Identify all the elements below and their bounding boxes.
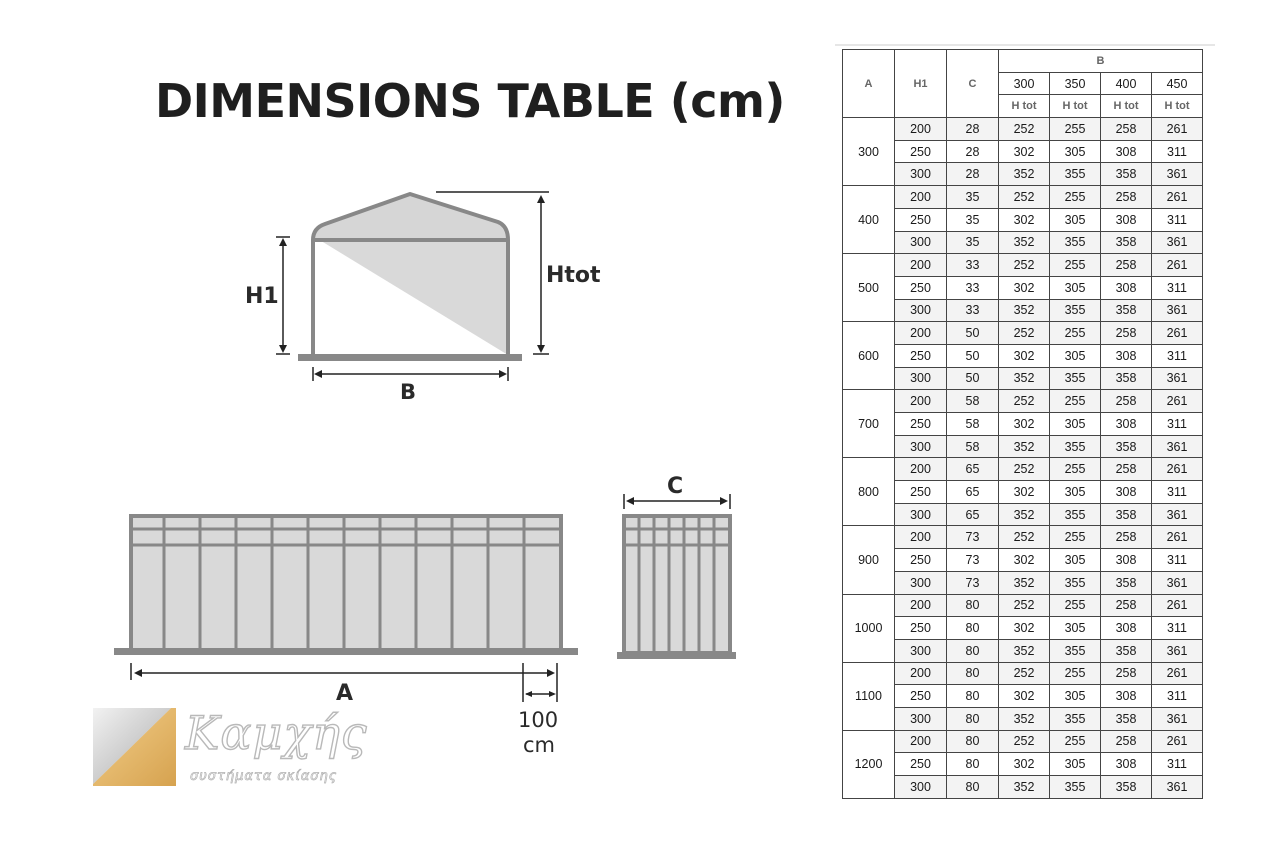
cell-a: 500: [843, 254, 895, 322]
cell-htot: 355: [1050, 776, 1101, 799]
table-row: [843, 662, 1203, 685]
cell-htot: 355: [1050, 231, 1101, 254]
header-b: B: [999, 50, 1203, 73]
table-row: [843, 299, 1203, 322]
table-row: [843, 776, 1203, 799]
cell-a: 1000: [843, 594, 895, 662]
table-row: [843, 571, 1203, 594]
table-row: [843, 707, 1203, 730]
cell-h1: 200: [895, 390, 947, 413]
cell-h1: 200: [895, 730, 947, 753]
cell-htot: 361: [1152, 571, 1203, 594]
cell-htot: 361: [1152, 776, 1203, 799]
cell-htot: 355: [1050, 299, 1101, 322]
cell-c: 58: [947, 435, 999, 458]
cell-htot: 308: [1101, 208, 1152, 231]
cell-htot: 352: [999, 707, 1050, 730]
cell-htot: 352: [999, 435, 1050, 458]
table-header-row: [843, 50, 1203, 73]
cell-a: 800: [843, 458, 895, 526]
cell-htot: 311: [1152, 140, 1203, 163]
cell-c: 50: [947, 367, 999, 390]
table-row: [843, 753, 1203, 776]
cell-htot: 311: [1152, 208, 1203, 231]
cell-htot: 355: [1050, 435, 1101, 458]
header-c: C: [947, 50, 999, 118]
cell-htot: 252: [999, 662, 1050, 685]
table-row: [843, 118, 1203, 141]
cell-h1: 250: [895, 208, 947, 231]
cell-c: 28: [947, 140, 999, 163]
cell-htot: 261: [1152, 118, 1203, 141]
cell-h1: 250: [895, 413, 947, 436]
cell-htot: 302: [999, 276, 1050, 299]
cell-htot: 258: [1101, 662, 1152, 685]
cell-c: 58: [947, 390, 999, 413]
cell-c: 80: [947, 707, 999, 730]
cell-h1: 300: [895, 503, 947, 526]
cell-c: 80: [947, 662, 999, 685]
cell-c: 58: [947, 413, 999, 436]
table-row: [843, 208, 1203, 231]
cell-htot: 305: [1050, 685, 1101, 708]
cell-htot: 258: [1101, 458, 1152, 481]
table-row: [843, 344, 1203, 367]
table-row: [843, 435, 1203, 458]
cell-htot: 255: [1050, 390, 1101, 413]
cell-htot: 352: [999, 163, 1050, 186]
cell-h1: 250: [895, 481, 947, 504]
cell-htot: 355: [1050, 503, 1101, 526]
h1-label: H1: [245, 284, 279, 309]
cell-c: 65: [947, 481, 999, 504]
table-row: [843, 140, 1203, 163]
cell-h1: 300: [895, 231, 947, 254]
cell-htot: 361: [1152, 299, 1203, 322]
b-value: 300: [999, 72, 1050, 95]
cell-htot: 358: [1101, 707, 1152, 730]
b-value: 350: [1050, 72, 1101, 95]
cell-htot: 261: [1152, 594, 1203, 617]
cell-h1: 250: [895, 140, 947, 163]
cell-htot: 308: [1101, 344, 1152, 367]
cell-htot: 252: [999, 458, 1050, 481]
cell-htot: 255: [1050, 186, 1101, 209]
cell-htot: 258: [1101, 526, 1152, 549]
cell-htot: 255: [1050, 322, 1101, 345]
cell-htot: 252: [999, 254, 1050, 277]
front-view-drawing: [276, 192, 549, 381]
table-row: [843, 231, 1203, 254]
cell-c: 28: [947, 118, 999, 141]
cell-c: 80: [947, 776, 999, 799]
cell-h1: 300: [895, 163, 947, 186]
b-value: 400: [1101, 72, 1152, 95]
cell-htot: 355: [1050, 639, 1101, 662]
cell-c: 33: [947, 276, 999, 299]
cell-htot: 302: [999, 413, 1050, 436]
cell-c: 33: [947, 254, 999, 277]
cell-htot: 252: [999, 390, 1050, 413]
cell-c: 80: [947, 685, 999, 708]
cell-htot: 352: [999, 776, 1050, 799]
cell-h1: 300: [895, 435, 947, 458]
cell-htot: 358: [1101, 163, 1152, 186]
cell-htot: 305: [1050, 208, 1101, 231]
table-row: [843, 639, 1203, 662]
cell-h1: 250: [895, 276, 947, 299]
cell-htot: 308: [1101, 685, 1152, 708]
cell-c: 73: [947, 571, 999, 594]
cell-htot: 305: [1050, 276, 1101, 299]
table-row: [843, 186, 1203, 209]
cell-htot: 305: [1050, 481, 1101, 504]
cell-htot: 308: [1101, 140, 1152, 163]
table-row: [843, 685, 1203, 708]
cell-htot: 352: [999, 503, 1050, 526]
cell-htot: 358: [1101, 299, 1152, 322]
logo-tagline: συστήματα σκίασης: [190, 769, 338, 784]
cell-c: 65: [947, 503, 999, 526]
cell-htot: 308: [1101, 481, 1152, 504]
cell-htot: 358: [1101, 435, 1152, 458]
cell-h1: 300: [895, 571, 947, 594]
cell-a: 400: [843, 186, 895, 254]
cell-h1: 300: [895, 776, 947, 799]
cell-htot: 355: [1050, 707, 1101, 730]
table-row: [843, 276, 1203, 299]
table-row: [843, 367, 1203, 390]
table-row: [843, 458, 1203, 481]
cell-htot: 311: [1152, 276, 1203, 299]
cell-htot: 252: [999, 594, 1050, 617]
cell-htot: 358: [1101, 571, 1152, 594]
cell-htot: 302: [999, 481, 1050, 504]
table-row: [843, 549, 1203, 572]
cell-h1: 250: [895, 344, 947, 367]
cell-htot: 255: [1050, 594, 1101, 617]
cell-htot: 311: [1152, 617, 1203, 640]
table-row: [843, 730, 1203, 753]
cell-htot: 352: [999, 367, 1050, 390]
cell-htot: 352: [999, 299, 1050, 322]
table-row: [843, 594, 1203, 617]
cell-a: 1100: [843, 662, 895, 730]
cell-h1: 200: [895, 594, 947, 617]
cell-htot: 261: [1152, 458, 1203, 481]
cell-htot: 361: [1152, 163, 1203, 186]
cell-h1: 200: [895, 118, 947, 141]
b-label: B: [400, 380, 417, 404]
cell-htot: 261: [1152, 662, 1203, 685]
table-row: [843, 163, 1203, 186]
cell-h1: 200: [895, 458, 947, 481]
cell-h1: 300: [895, 367, 947, 390]
cell-htot: 355: [1050, 571, 1101, 594]
cell-htot: 255: [1050, 254, 1101, 277]
cell-h1: 200: [895, 254, 947, 277]
cell-htot: 352: [999, 571, 1050, 594]
cell-htot: 358: [1101, 639, 1152, 662]
cell-a: 700: [843, 390, 895, 458]
cell-htot: 305: [1050, 549, 1101, 572]
cell-htot: 302: [999, 617, 1050, 640]
cell-h1: 200: [895, 662, 947, 685]
table-row: [843, 413, 1203, 436]
cell-a: 1200: [843, 730, 895, 798]
side-view-drawing: [114, 516, 578, 702]
cell-htot: 255: [1050, 662, 1101, 685]
htot-label: Htot: [546, 263, 601, 288]
cell-htot: 311: [1152, 753, 1203, 776]
cell-c: 73: [947, 526, 999, 549]
header-a: A: [843, 50, 895, 118]
cell-htot: 252: [999, 118, 1050, 141]
cell-a: 900: [843, 526, 895, 594]
cell-htot: 308: [1101, 753, 1152, 776]
cell-a: 600: [843, 322, 895, 390]
b-value: 450: [1152, 72, 1203, 95]
module-length-label: 100: [518, 708, 559, 732]
cell-htot: 255: [1050, 118, 1101, 141]
cell-htot: 361: [1152, 707, 1203, 730]
cell-htot: 305: [1050, 140, 1101, 163]
cell-htot: 311: [1152, 481, 1203, 504]
cell-h1: 250: [895, 617, 947, 640]
cell-htot: 302: [999, 685, 1050, 708]
cell-htot: 358: [1101, 231, 1152, 254]
cell-htot: 302: [999, 140, 1050, 163]
cell-htot: 352: [999, 639, 1050, 662]
cell-htot: 302: [999, 549, 1050, 572]
cell-h1: 300: [895, 707, 947, 730]
cell-htot: 308: [1101, 413, 1152, 436]
cell-c: 50: [947, 344, 999, 367]
htot-header: H tot: [999, 95, 1050, 118]
cell-c: 35: [947, 208, 999, 231]
cell-htot: 352: [999, 231, 1050, 254]
cell-htot: 255: [1050, 458, 1101, 481]
cell-htot: 358: [1101, 367, 1152, 390]
cell-h1: 300: [895, 299, 947, 322]
cell-htot: 302: [999, 208, 1050, 231]
a-label: A: [336, 681, 354, 706]
cell-htot: 261: [1152, 390, 1203, 413]
cell-htot: 311: [1152, 344, 1203, 367]
cell-htot: 361: [1152, 503, 1203, 526]
dimensions-table: [842, 49, 1203, 799]
cell-htot: 258: [1101, 254, 1152, 277]
cell-htot: 258: [1101, 730, 1152, 753]
cell-htot: 305: [1050, 617, 1101, 640]
cell-htot: 258: [1101, 390, 1152, 413]
cell-htot: 305: [1050, 413, 1101, 436]
cell-htot: 261: [1152, 730, 1203, 753]
cell-htot: 252: [999, 526, 1050, 549]
cell-htot: 305: [1050, 344, 1101, 367]
cell-htot: 358: [1101, 776, 1152, 799]
cell-htot: 308: [1101, 549, 1152, 572]
htot-header: H tot: [1152, 95, 1203, 118]
end-view-drawing: [617, 494, 736, 659]
cell-htot: 302: [999, 344, 1050, 367]
cell-htot: 355: [1050, 163, 1101, 186]
cell-htot: 258: [1101, 594, 1152, 617]
cell-htot: 302: [999, 753, 1050, 776]
htot-header: H tot: [1050, 95, 1101, 118]
cell-htot: 252: [999, 730, 1050, 753]
table-row: [843, 481, 1203, 504]
cell-htot: 261: [1152, 186, 1203, 209]
cell-c: 80: [947, 639, 999, 662]
cell-htot: 261: [1152, 322, 1203, 345]
cell-htot: 305: [1050, 753, 1101, 776]
cell-htot: 361: [1152, 639, 1203, 662]
cell-c: 28: [947, 163, 999, 186]
cell-htot: 258: [1101, 118, 1152, 141]
page-title: DIMENSIONS TABLE (cm): [155, 74, 785, 128]
cell-htot: 258: [1101, 186, 1152, 209]
cell-h1: 250: [895, 685, 947, 708]
cell-c: 65: [947, 458, 999, 481]
cell-htot: 361: [1152, 367, 1203, 390]
table-row: [843, 322, 1203, 345]
table-row: [843, 526, 1203, 549]
cell-c: 35: [947, 186, 999, 209]
table-top-rule: [835, 44, 1215, 46]
cell-c: 80: [947, 730, 999, 753]
logo-mark: [93, 708, 176, 786]
cell-h1: 200: [895, 526, 947, 549]
table-row: [843, 254, 1203, 277]
cell-htot: 355: [1050, 367, 1101, 390]
cell-htot: 358: [1101, 503, 1152, 526]
header-h1: H1: [895, 50, 947, 118]
cell-h1: 250: [895, 549, 947, 572]
cell-c: 80: [947, 617, 999, 640]
cell-c: 80: [947, 594, 999, 617]
cell-htot: 308: [1101, 276, 1152, 299]
cell-c: 33: [947, 299, 999, 322]
cell-h1: 200: [895, 322, 947, 345]
cell-htot: 258: [1101, 322, 1152, 345]
cell-c: 35: [947, 231, 999, 254]
table-row: [843, 390, 1203, 413]
cell-htot: 252: [999, 186, 1050, 209]
cell-h1: 300: [895, 639, 947, 662]
cell-c: 50: [947, 322, 999, 345]
cell-a: 300: [843, 118, 895, 186]
cell-htot: 261: [1152, 526, 1203, 549]
module-unit-label: cm: [523, 733, 556, 757]
cell-htot: 308: [1101, 617, 1152, 640]
cell-htot: 255: [1050, 526, 1101, 549]
cell-htot: 361: [1152, 231, 1203, 254]
cell-htot: 361: [1152, 435, 1203, 458]
htot-header: H tot: [1101, 95, 1152, 118]
logo-name: Καμχής: [185, 706, 368, 760]
cell-htot: 311: [1152, 413, 1203, 436]
cell-h1: 250: [895, 753, 947, 776]
table-row: [843, 617, 1203, 640]
c-label: C: [667, 474, 684, 499]
cell-c: 73: [947, 549, 999, 572]
cell-htot: 255: [1050, 730, 1101, 753]
cell-h1: 200: [895, 186, 947, 209]
cell-htot: 311: [1152, 549, 1203, 572]
table-row: [843, 503, 1203, 526]
cell-htot: 252: [999, 322, 1050, 345]
cell-htot: 261: [1152, 254, 1203, 277]
cell-htot: 311: [1152, 685, 1203, 708]
cell-c: 80: [947, 753, 999, 776]
